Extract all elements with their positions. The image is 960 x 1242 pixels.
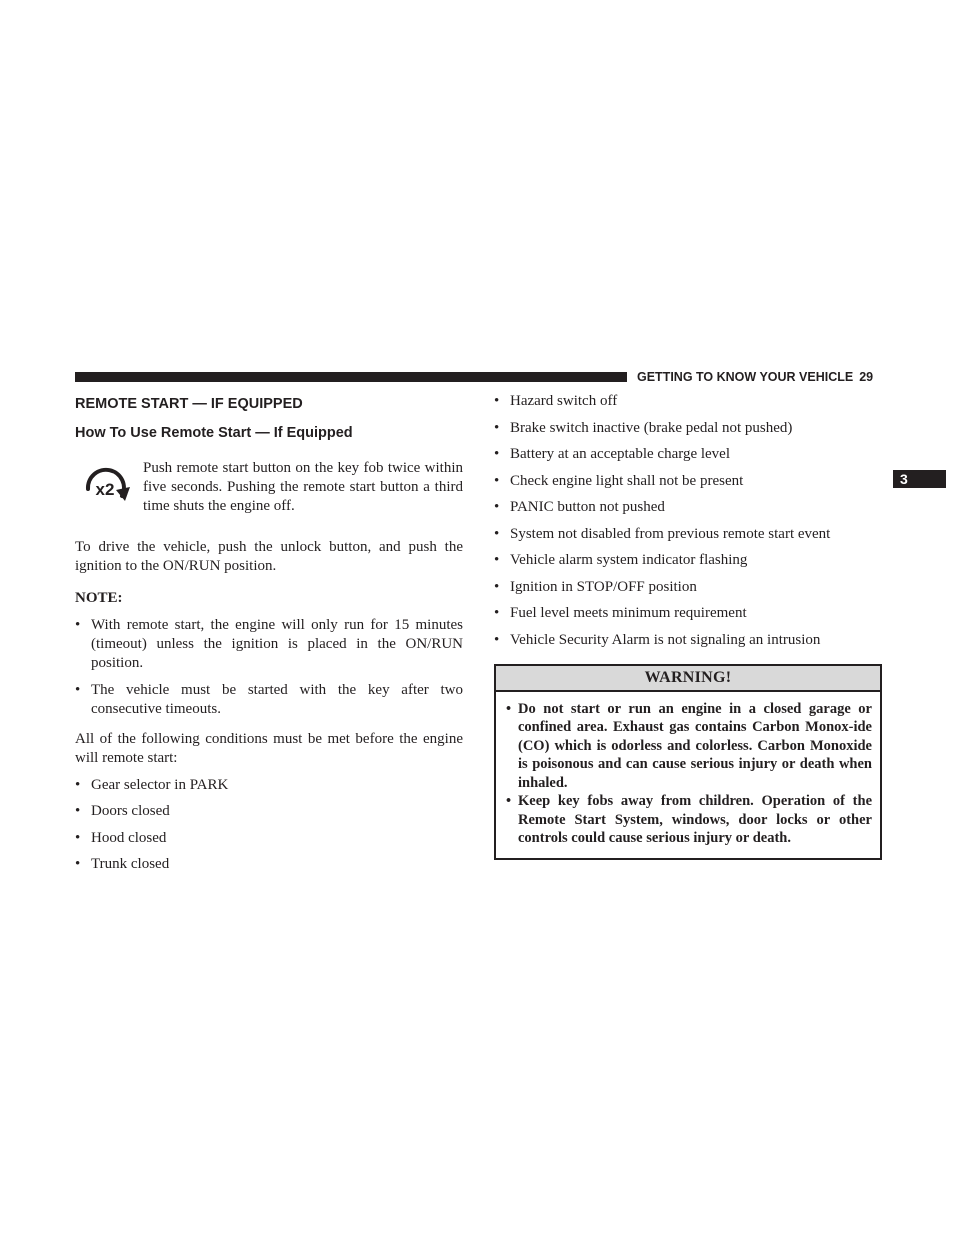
warning-title: WARNING! [496,666,880,692]
warning-list [496,692,880,858]
bullet: • [75,803,81,819]
list-item: • System not disabled from previous remote start event [494,525,831,542]
warning-item: • Keep key fobs away from children. Operation of the Remote Start System, windows, door locks or other controls could cause serious injury or death. [506,793,872,846]
list-item: • Battery at an acceptable charge level [494,446,731,462]
drive-paragraph: To drive the vehicle, push the unlock button, and push the ignition to the ON/RUN position. [75,539,463,574]
list-item: • Check engine light shall not be present [494,472,744,489]
bullet: • [494,499,500,515]
bullet: • [494,446,500,462]
right-column [494,392,882,860]
list-item: • Vehicle alarm system indicator flashing [494,552,748,568]
list-item: • PANIC button not pushed [494,499,665,515]
conditions-intro: All of the following conditions must be met before the engine will remote start: [75,731,463,766]
bullet: • [494,552,500,568]
warning-box [494,664,882,860]
chapter-tab: 3 [893,470,946,488]
bullet: • [506,700,512,717]
running-header [637,368,887,386]
bullet: • [494,631,500,648]
list-item: • Ignition in STOP/OFF position [494,578,697,595]
list-item: • Vehicle Security Alarm is not signaling an intrusion [494,631,821,648]
subsection-heading: How To Use Remote Start — If Equipped [75,425,353,441]
bullet: • [506,793,512,809]
list-item: • Brake switch inactive (brake pedal not pushed) [494,419,793,436]
note-list [75,616,463,719]
conditions-list-left [75,776,463,875]
list-item: • With remote start, the engine will only run for 15 minutes (timeout) unless the ignition is placed in the ON/RUN position. [75,617,463,671]
remote-start-x2-icon [78,463,132,509]
bullet: • [75,682,81,698]
bullet: • [494,525,500,542]
icon-text: Push remote start button on the key fob twice within five seconds. Pushing the remote start button a third time shuts the engine off. [143,460,463,514]
page-number: 29 [859,370,874,384]
bullet: • [75,776,81,793]
list-item: • Doors closed [75,803,170,819]
bullet: • [75,617,81,633]
icon-paragraph [75,459,463,527]
icon-label: x2 [95,480,115,499]
bullet: • [494,578,500,595]
bullet: • [494,605,500,621]
bullet: • [75,856,81,872]
bullet: • [75,829,81,846]
bullet: • [494,393,500,409]
header-rule [75,372,627,382]
list-item: • Hazard switch off [494,393,618,409]
list-item: • Trunk closed [75,856,170,872]
section-heading: REMOTE START — IF EQUIPPED [75,396,303,412]
list-item: • Fuel level meets minimum requirement [494,605,747,621]
list-item: • Hood closed [75,829,167,846]
bullet: • [494,472,500,489]
note-label: NOTE: [75,590,123,606]
bullet: • [494,419,500,436]
conditions-list-right [494,392,882,650]
list-item: • Gear selector in PARK [75,776,229,793]
left-column [75,392,463,874]
list-item: • The vehicle must be started with the key after two consecutive timeouts. [75,682,463,717]
section-title: GETTING TO KNOW YOUR VEHICLE [637,370,854,384]
warning-item: • Do not start or run an engine in a closed garage or confined area. Exhaust gas contains Carbon Monox-ide (CO) which is odorless and colorless. Carbon Monoxide is poisonous and can cause serious injury or death when inhaled. [506,700,872,791]
